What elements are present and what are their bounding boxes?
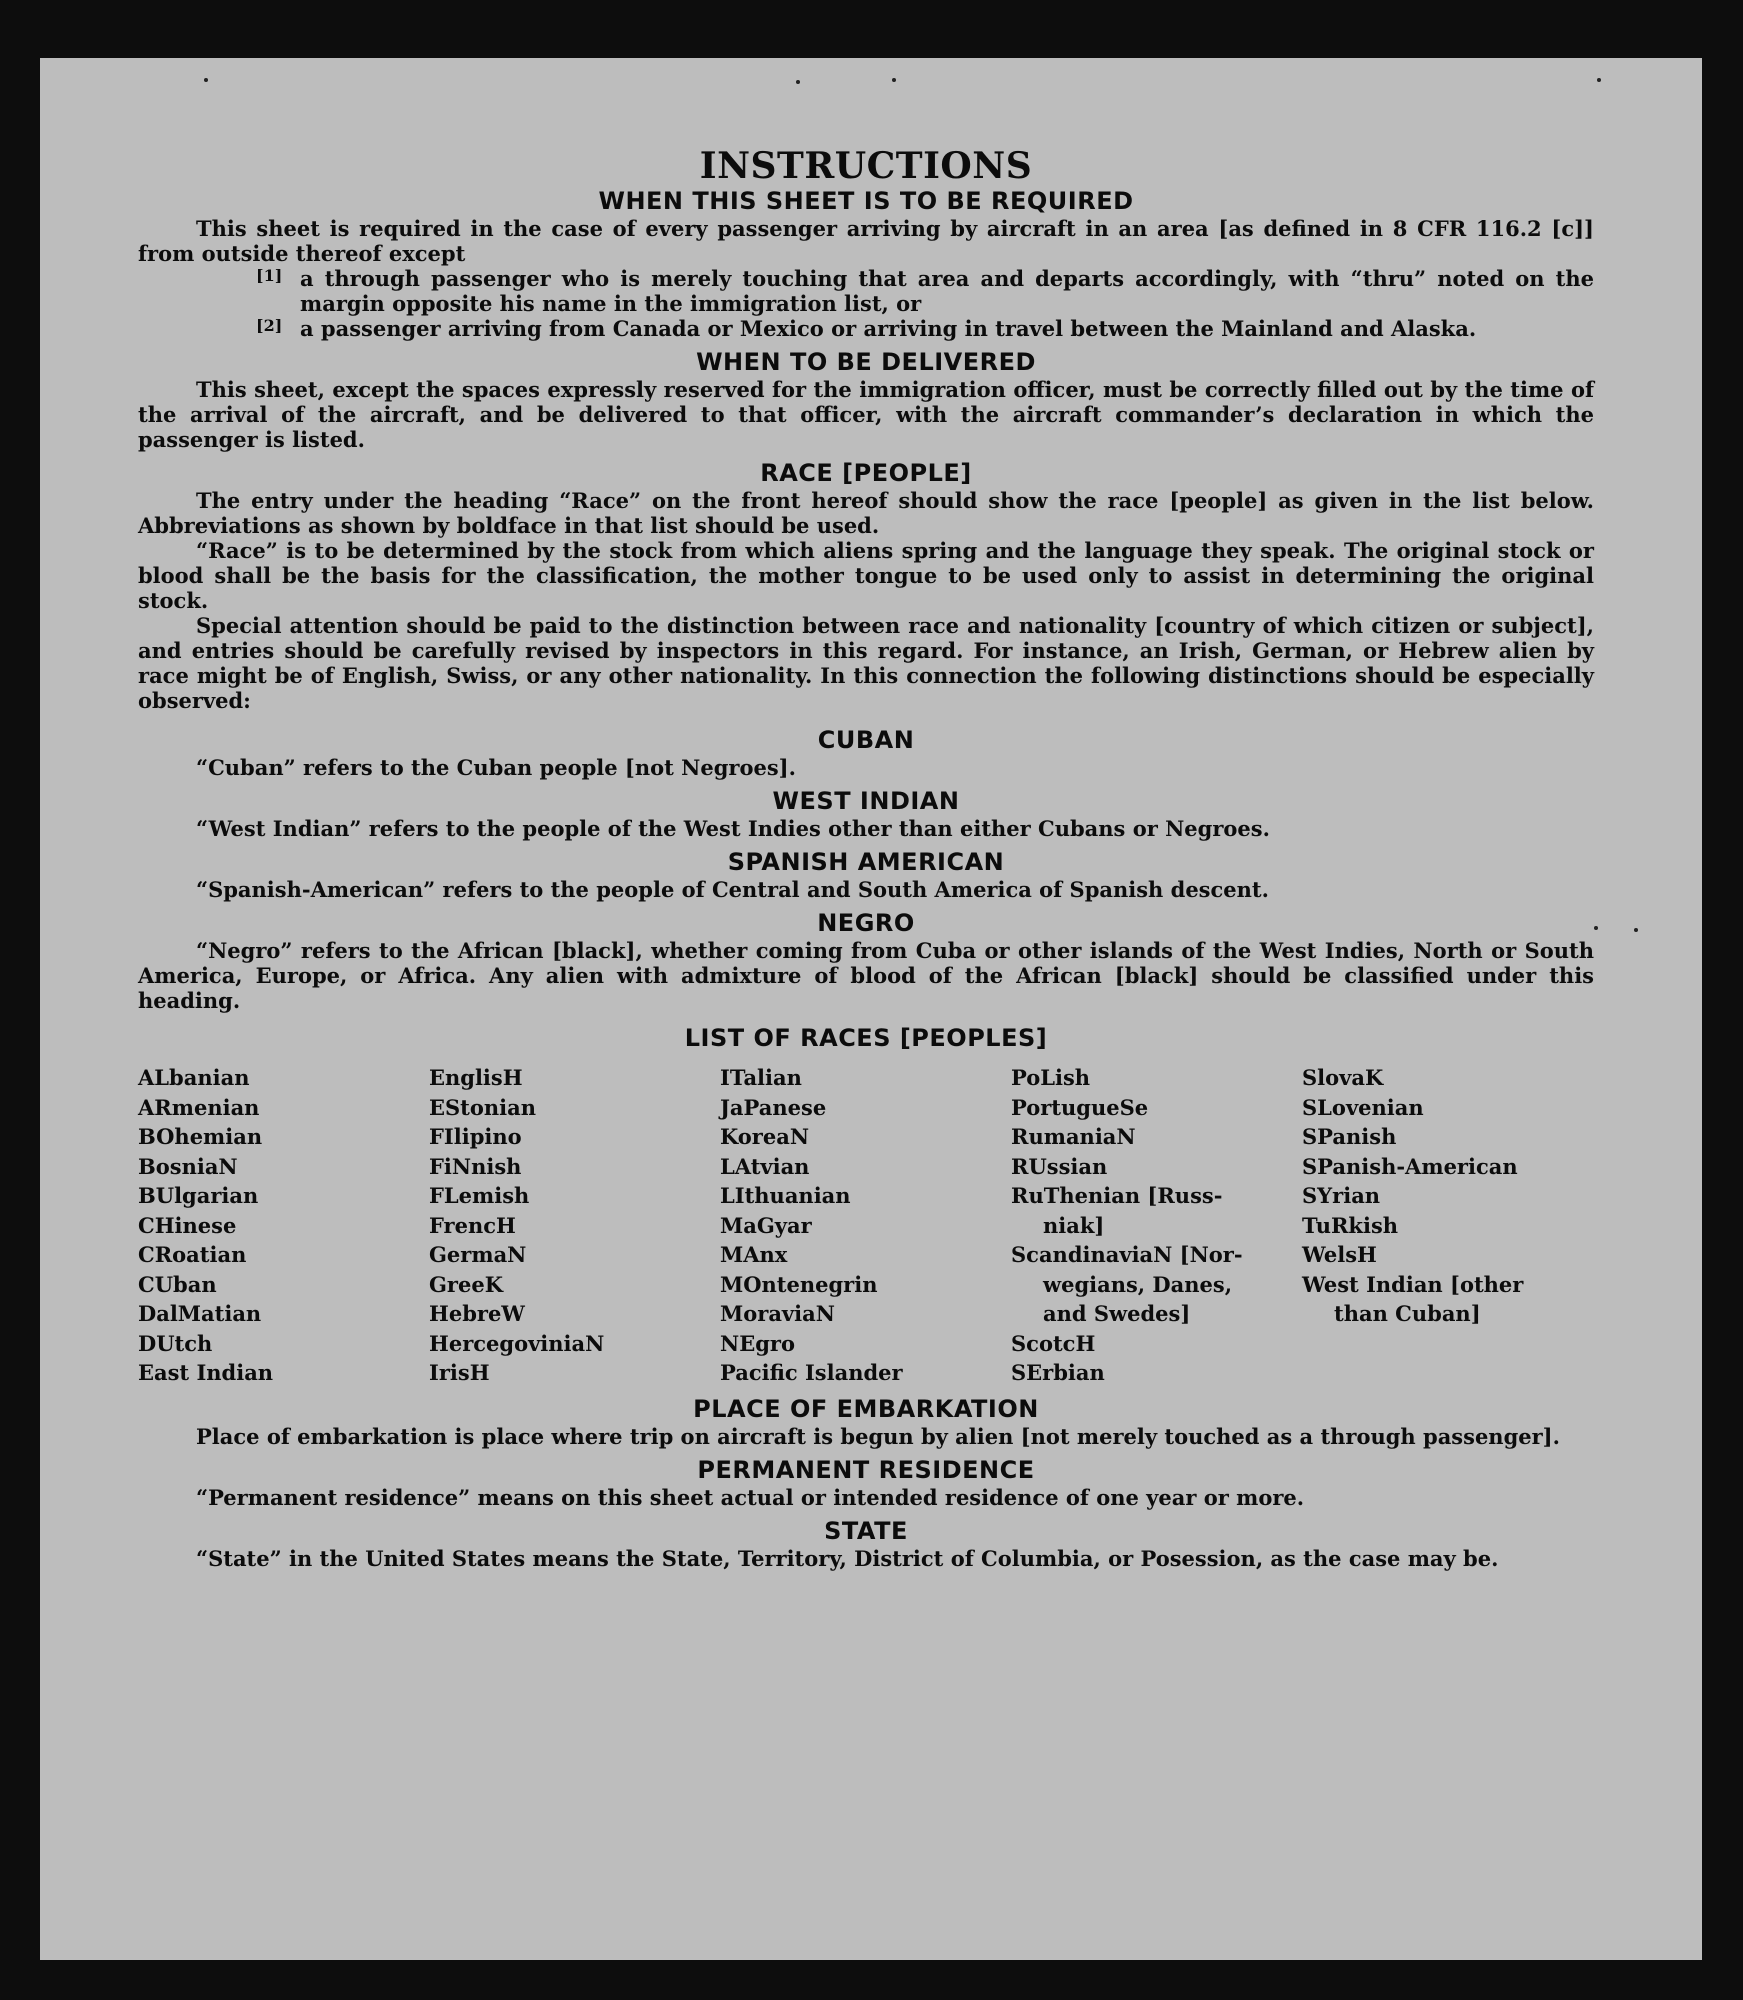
- heading-negro: NEGRO: [817, 909, 915, 937]
- spanish-american-text: “Spanish-American” refers to the people of Central and South America of Spanish descent.: [196, 877, 1269, 902]
- race-paragraph: The entry under the heading “Race” on the front hereof should show the race [people] as given in the list below. Abbreviations as shown by boldface in that list should be used.: [138, 488, 1594, 538]
- race-entry: West Indian [other: [1302, 1271, 1524, 1297]
- race-entry: TuRkish: [1302, 1212, 1399, 1238]
- race-entry: GermaN: [429, 1242, 527, 1267]
- speck: [1634, 928, 1638, 932]
- race-entry: niak]: [1043, 1212, 1105, 1238]
- races-column-5: [1302, 1063, 1593, 1388]
- race-entry: MAnx: [720, 1242, 788, 1267]
- race-entry: IrisH: [429, 1360, 490, 1385]
- heading-when-delivered: WHEN TO BE DELIVERED: [696, 348, 1036, 376]
- state-text: “State” in the United States means the State, Territory, District of Columbia, or Posession, as the case may be.: [196, 1545, 1499, 1571]
- race-entry: PortugueSe: [1011, 1094, 1149, 1120]
- race-entry: SPanish-American: [1302, 1153, 1518, 1179]
- race-entry: FiNnish: [429, 1153, 522, 1179]
- race-entry: MaGyar: [720, 1212, 812, 1238]
- heading-when-required: WHEN THIS SHEET IS TO BE REQUIRED: [598, 187, 1134, 215]
- race-entry: NEgro: [720, 1330, 795, 1356]
- race-entry: MOntenegrin: [720, 1271, 878, 1297]
- document-sheet: [40, 58, 1702, 1960]
- race-entry: PoLish: [1011, 1065, 1091, 1090]
- exception-number: [1]: [256, 266, 283, 285]
- race-entry: RUssian: [1011, 1153, 1108, 1179]
- race-entry: wegians, Danes,: [1043, 1271, 1232, 1297]
- race-entry: CUban: [138, 1271, 217, 1297]
- when-delivered-text: This sheet, except the spaces expressly reserved for the immigration officer, must be correctly filled out by the time of the arrival of the aircraft, and be delivered to that officer, with the aircraft commander’s declaration in which the passenger is listed.: [138, 377, 1594, 452]
- race-entry: WelsH: [1302, 1242, 1377, 1267]
- race-entry: LAtvian: [720, 1153, 810, 1179]
- negro-text: “Negro” refers to the African [black], whether coming from Cuba or other islands of the West Indies, North or South America, Europe, or Africa. Any alien with admixture of blood of the African [black] should be classified under this heading.: [138, 938, 1594, 1013]
- race-entry: LIthuanian: [720, 1183, 851, 1208]
- residence-text: “Permanent residence” means on this sheet actual or intended residence of one year or more.: [196, 1484, 1305, 1510]
- race-entry: HercegoviniaN: [429, 1330, 605, 1356]
- exception-item: [138, 266, 1594, 316]
- heading-list-of-races: LIST OF RACES [PEOPLES]: [684, 1024, 1048, 1052]
- speck: [892, 78, 896, 82]
- races-column-3: [720, 1063, 1011, 1388]
- race-entry: DalMatian: [138, 1301, 262, 1326]
- race-entry: BosniaN: [138, 1153, 238, 1179]
- heading-spanish-american: SPANISH AMERICAN: [727, 848, 1005, 876]
- race-entry: than Cuban]: [1334, 1301, 1481, 1326]
- cuban-text: “Cuban” refers to the Cuban people [not Negroes].: [196, 755, 796, 780]
- race-entry: CHinese: [138, 1212, 237, 1238]
- race-entry: East Indian: [138, 1360, 274, 1385]
- speck: [1597, 78, 1601, 82]
- west-indian-text: “West Indian” refers to the people of the West Indies other than either Cubans or Negroes.: [196, 816, 1270, 841]
- race-entry: Pacific Islander: [720, 1360, 903, 1385]
- race-entry: BOhemian: [138, 1124, 263, 1149]
- heading-west-indian: WEST INDIAN: [772, 787, 960, 815]
- race-entry: EnglisH: [429, 1065, 523, 1090]
- race-paragraph: Special attention should be paid to the distinction between race and nationality [country of which citizen or subject], and entries should be carefully revised by inspectors in this regard. For instance, an Irish, German, or Hebrew alien by race might be of English, Swiss, or any other nationality. In this connection the following distinctions should be especially observed:: [138, 613, 1594, 713]
- race-entry: SPanish: [1302, 1124, 1397, 1149]
- race-entry: DUtch: [138, 1330, 213, 1356]
- page-title: INSTRUCTIONS: [699, 145, 1033, 187]
- races-list: [138, 1063, 1594, 1388]
- race-entry: KoreaN: [720, 1124, 810, 1149]
- race-entry: BUlgarian: [138, 1183, 259, 1208]
- heading-race: RACE [PEOPLE]: [760, 459, 972, 487]
- race-entry: ALbanian: [138, 1065, 250, 1090]
- races-column-2: [429, 1063, 720, 1388]
- race-entry: SYrian: [1302, 1183, 1381, 1208]
- race-entry: CRoatian: [138, 1242, 247, 1267]
- race-entry: SErbian: [1011, 1360, 1105, 1385]
- exception-text: a passenger arriving from Canada or Mexico or arriving in travel between the Mainland and Alaska.: [300, 316, 1477, 341]
- exception-number: [2]: [256, 316, 283, 335]
- speck: [204, 78, 208, 82]
- race-entry: ARmenian: [138, 1094, 260, 1120]
- heading-embarkation: PLACE OF EMBARKATION: [693, 1394, 1039, 1423]
- race-entry: EStonian: [429, 1094, 536, 1120]
- race-entry: HebreW: [429, 1301, 525, 1326]
- race-entry: MoraviaN: [720, 1301, 835, 1326]
- race-entry: ScotcH: [1011, 1330, 1096, 1356]
- exception-item: [138, 316, 1594, 341]
- races-column-1: [138, 1063, 429, 1388]
- heading-state: STATE: [824, 1516, 908, 1545]
- when-required-intro: This sheet is required in the case of every passenger arriving by aircraft in an area [as defined in 8 CFR 116.2 [c]] from outside thereof except: [138, 216, 1594, 266]
- heading-cuban: CUBAN: [817, 726, 915, 754]
- race-entry: SlovaK: [1302, 1065, 1384, 1090]
- race-entry: SLovenian: [1302, 1094, 1424, 1120]
- race-entry: JaPanese: [720, 1094, 827, 1120]
- speck: [1594, 926, 1598, 930]
- race-entry: GreeK: [429, 1271, 503, 1297]
- race-entry: ITalian: [720, 1065, 802, 1090]
- race-entry: RumaniaN: [1011, 1124, 1136, 1149]
- race-entry: ScandinaviaN [Nor-: [1011, 1242, 1243, 1267]
- race-entry: FrencH: [429, 1212, 516, 1238]
- race-entry: FIlipino: [429, 1124, 522, 1149]
- speck: [796, 80, 800, 84]
- embarkation-text: Place of embarkation is place where trip on aircraft is begun by alien [not merely touched as a through passenger].: [196, 1423, 1560, 1449]
- race-entry: RuThenian [Russ-: [1011, 1183, 1223, 1208]
- race-paragraph: “Race” is to be determined by the stock from which aliens spring and the language they speak. The original stock or blood shall be the basis for the classification, the mother tongue to be used only to assist in determining the original stock.: [138, 538, 1594, 613]
- instructions-content: [138, 146, 1594, 1571]
- race-entry: FLemish: [429, 1183, 530, 1208]
- exception-text: a through passenger who is merely touching that area and departs accordingly, with “thru” noted on the margin opposite his name in the immigration list, or: [300, 266, 1594, 316]
- races-column-4: [1011, 1063, 1302, 1388]
- heading-permanent-residence: PERMANENT RESIDENCE: [697, 1455, 1035, 1484]
- race-entry: and Swedes]: [1043, 1301, 1191, 1326]
